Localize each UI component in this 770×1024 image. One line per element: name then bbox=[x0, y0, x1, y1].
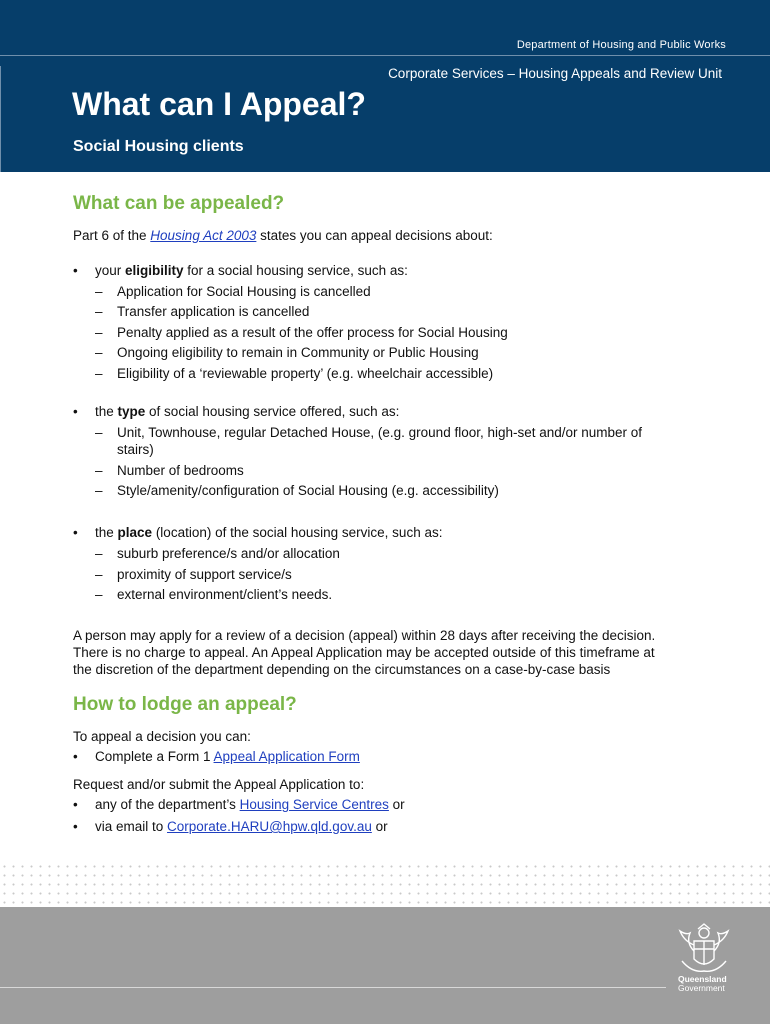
intro-text-before: Part 6 of the bbox=[73, 228, 151, 243]
appeal-timeframe-line: There is no charge to appeal. An Appeal Application may be accepted outside of this timeframe at bbox=[73, 645, 655, 660]
bullet-marker: • bbox=[73, 404, 78, 419]
bullet-marker: • bbox=[73, 819, 78, 834]
dash-marker: – bbox=[95, 483, 103, 498]
email-link[interactable]: Corporate.HARU@hpw.qld.gov.au bbox=[167, 819, 372, 834]
lodge-intro: To appeal a decision you can: bbox=[73, 729, 251, 744]
header-divider bbox=[0, 55, 770, 56]
list-item-text: Application for Social Housing is cancelled bbox=[117, 284, 371, 299]
page-title: What can I Appeal? bbox=[72, 86, 366, 122]
page-header bbox=[0, 0, 770, 172]
bullet-marker: • bbox=[73, 263, 78, 278]
appeal-timeframe-line: the discretion of the department depending on the circumstances on a case-by-case basis bbox=[73, 662, 611, 677]
bullet-keyword: type bbox=[117, 404, 146, 419]
bullet-marker: • bbox=[73, 797, 78, 812]
dash-marker: – bbox=[95, 567, 103, 582]
bullet-text: or bbox=[388, 797, 405, 812]
list-item-text: Transfer application is cancelled bbox=[117, 304, 310, 319]
section-heading-what-can-be-appealed: What can be appealed? bbox=[73, 193, 285, 214]
department-name: Department of Housing and Public Works bbox=[516, 39, 726, 51]
dash-marker: – bbox=[95, 587, 103, 602]
list-item-text: Style/amenity/configuration of Social Housing (e.g. accessibility) bbox=[117, 483, 499, 498]
list-item-text: Unit, Townhouse, regular Detached House, (e.g. ground floor, high-set and/or number of bbox=[117, 425, 643, 440]
queensland-wordmark: Queensland bbox=[678, 974, 727, 984]
list-item-text: stairs) bbox=[117, 442, 154, 457]
intro-paragraph bbox=[73, 227, 493, 244]
list-item-text: Eligibility of a ‘reviewable property’ (e.g. wheelchair accessible) bbox=[117, 366, 494, 381]
bullet-text: your bbox=[95, 263, 126, 278]
dash-marker: – bbox=[95, 546, 103, 561]
bullet-text: for a social housing service, such as: bbox=[183, 263, 408, 278]
dash-marker: – bbox=[95, 463, 103, 478]
appeal-form-link[interactable]: Appeal Application Form bbox=[213, 749, 360, 764]
bullet-text: the bbox=[95, 525, 118, 540]
bullet-marker: • bbox=[73, 749, 78, 764]
bullet-text: the bbox=[95, 404, 118, 419]
bullet-text: Complete a Form 1 bbox=[95, 749, 214, 764]
unit-name: Corporate Services – Housing Appeals and Review Unit bbox=[388, 66, 722, 81]
dash-marker: – bbox=[95, 366, 103, 381]
page-footer bbox=[0, 907, 770, 1024]
request-text: Request and/or submit the Appeal Application to: bbox=[73, 777, 365, 792]
footer-divider bbox=[0, 987, 666, 988]
dash-marker: – bbox=[95, 304, 103, 319]
list-item-text: Number of bedrooms bbox=[117, 463, 244, 478]
list-item-text: external environment/client’s needs. bbox=[117, 587, 333, 602]
service-centres-link[interactable]: Housing Service Centres bbox=[239, 797, 389, 812]
bullet-text: via email to bbox=[95, 819, 168, 834]
government-wordmark: Government bbox=[678, 983, 725, 993]
bullet-marker: • bbox=[73, 525, 78, 540]
bullet-keyword: eligibility bbox=[125, 263, 184, 278]
list-item-text: Ongoing eligibility to remain in Community or Public Housing bbox=[117, 345, 479, 360]
dash-marker: – bbox=[95, 325, 103, 340]
header-left-divider bbox=[0, 66, 1, 172]
list-item-text: suburb preference/s and/or allocation bbox=[117, 546, 340, 561]
section-heading-how-to-lodge: How to lodge an appeal? bbox=[73, 694, 297, 715]
housing-act-link[interactable]: Housing Act 2003 bbox=[150, 228, 257, 243]
dash-marker: – bbox=[95, 425, 103, 440]
bullet-keyword: place bbox=[117, 525, 153, 540]
dotted-pattern-band bbox=[0, 862, 770, 906]
intro-text-after: states you can appeal decisions about: bbox=[256, 228, 493, 243]
appeal-timeframe-line: A person may apply for a review of a decision (appeal) within 28 days after receiving the decision. bbox=[73, 628, 656, 643]
list-item-text: Penalty applied as a result of the offer process for Social Housing bbox=[117, 325, 508, 340]
bullet-text: (location) of the social housing service, such as: bbox=[152, 525, 443, 540]
bullet-text: or bbox=[371, 819, 388, 834]
bullet-text: of social housing service offered, such as: bbox=[145, 404, 400, 419]
dash-marker: – bbox=[95, 284, 103, 299]
page-subtitle: Social Housing clients bbox=[73, 138, 244, 155]
dash-marker: – bbox=[95, 345, 103, 360]
bullet-text: any of the department’s bbox=[95, 797, 240, 812]
list-item-text: proximity of support service/s bbox=[117, 567, 292, 582]
